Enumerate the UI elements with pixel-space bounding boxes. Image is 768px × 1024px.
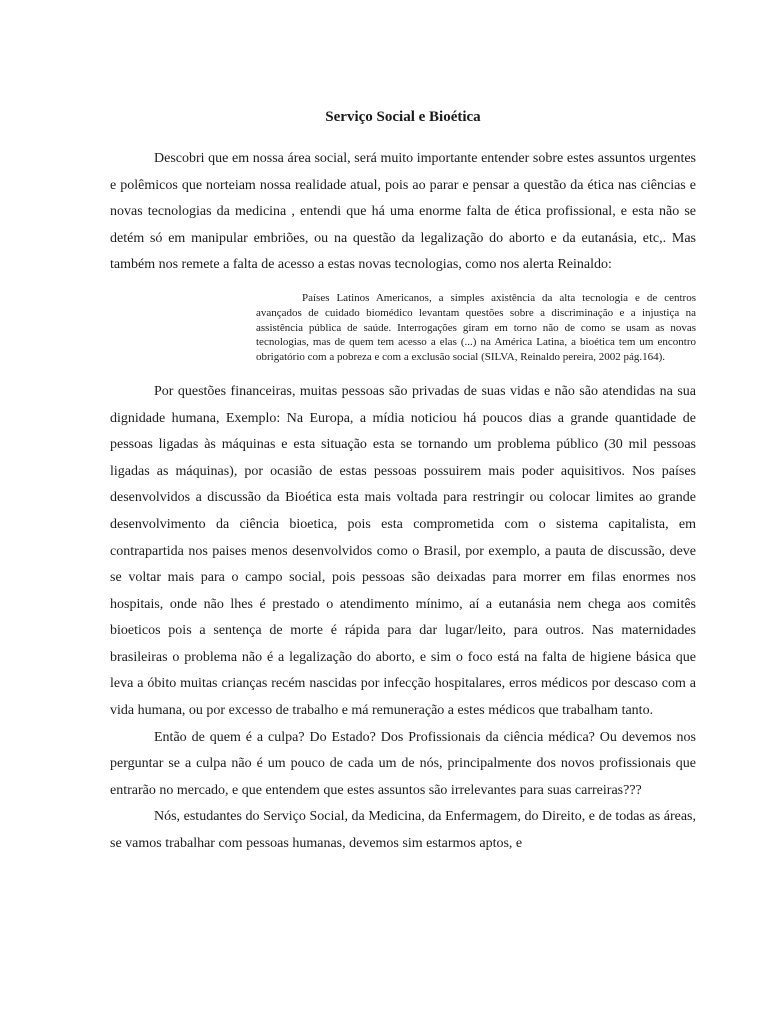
- paragraph-4: Nós, estudantes do Serviço Social, da Medicina, da Enfermagem, do Direito, e de todas as áreas, se vamos trabalhar com pessoas humanas, devemos sim estarmos aptos, e: [110, 809, 696, 852]
- paragraph-2: Por questões financeiras, muitas pessoas são privadas de suas vidas e não são atendidas na sua dignidade humana, Exemplo: Na Europa, a mídia noticiou há poucos dias a grande quantidade de pessoas ligadas às máquinas e esta situação esta se tornando um problema público (30 mil pessoas ligadas as máquinas), por ocasião de estas pessoas possuirem mais poder aquisitivos. Nos países desenvolvidos a discussão da Bioética esta mais voltada para restringir ou colocar limites ao grande desenvolvimento da ciência bioetica, pois esta comprometida com o sistema capitalista, em contrapartida nos paises menos desenvolvidos como o Brasil, por exemplo, a pauta de discussão, deve se voltar mais para o campo social, pois pessoas são deixadas para morrer em filas enormes nos hospitais, onde não lhes é prestado o atendimento mínimo, aí a eutanásia nem chega aos comitês bioeticos pois a sentença de morte é rápida para dar lugar/leito, para outros. Nas maternidades brasileiras o problema não é a legalização do aborto, e sim o foco está na falta de higiene básica que leva a óbito muitas crianças recém nascidas por infecção hospitalares, erros médicos por descaso com a vida humana, ou por excesso de trabalho e má remuneração a estes médicos que trabalham tanto.: [110, 383, 696, 719]
- block-quote: Países Latinos Americanos, a simples axistência da alta tecnologia e de centros avançados de cuidado biomédico levantam questões sobre a discriminação e a injustiça na assistência pública de saúde. Interrogações giram em torno não de como se usam as novas tecnologias, mas de quem tem acesso a elas (...) na América Latina, a bioética tem um encontro obrigatório com a pobreza e com a exclusão social (SILVA, Reinaldo pereira, 2002 pág.164).: [256, 291, 696, 364]
- paragraph-1: Descobri que em nossa área social, será muito importante entender sobre estes assuntos urgentes e polêmicos que norteiam nossa realidade atual, pois ao parar e pensar a questão da ética nas ciências e novas tecnologias da medicina , entendi que há uma enorme falta de ética profissional, e esta não se detém só em manipular embriões, ou na questão da legalização do aborto e da eutanásia, etc,. Mas também nos remete a falta de acesso a estas novas tecnologias, como nos alerta Reinaldo:: [110, 151, 696, 273]
- paragraph-3: Então de quem é a culpa? Do Estado? Dos Profissionais da ciência médica? Ou devemos nos perguntar se a culpa não é um pouco de cada um de nós, principalmente dos novos profissionais que entrarão no mercado, e que entendem que estes assuntos são irrelevantes para suas carreiras???: [110, 729, 696, 798]
- document-title: Serviço Social e Bioética: [325, 109, 481, 125]
- document-page: [110, 108, 696, 858]
